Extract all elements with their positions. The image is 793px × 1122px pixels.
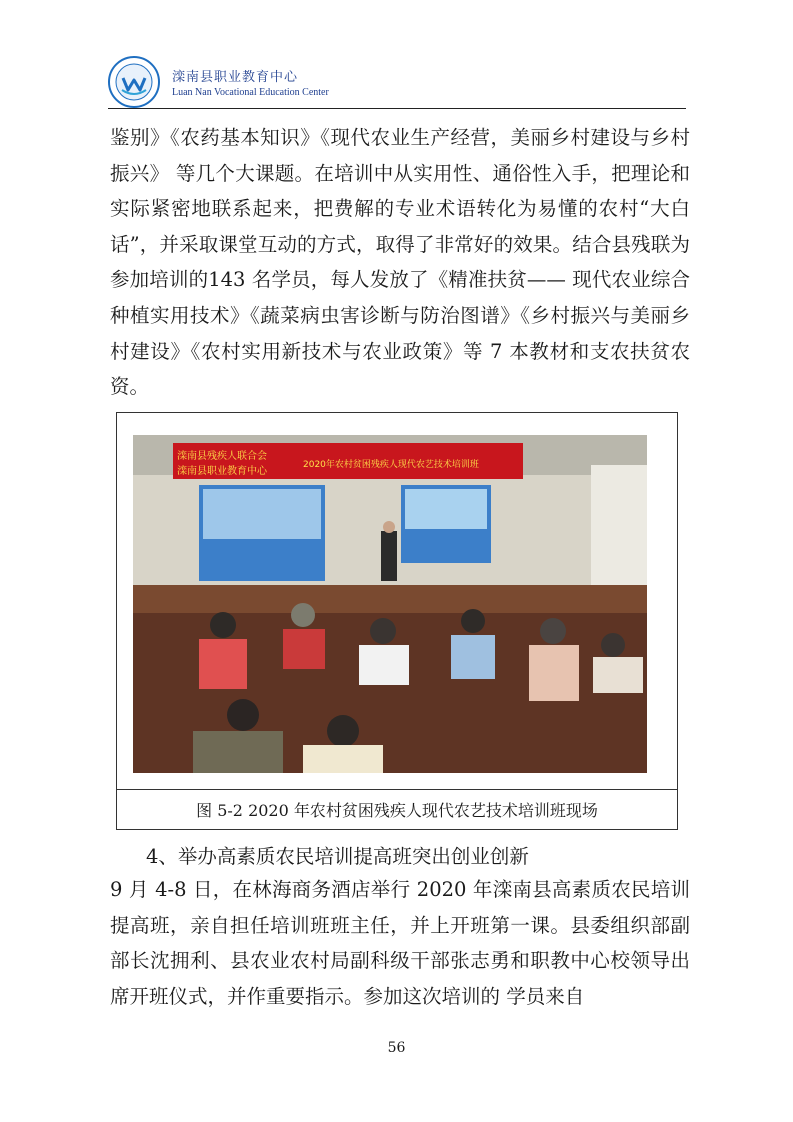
banner-right-title: 2020年农村贫困残疾人现代农艺技术培训班: [303, 460, 479, 470]
header-org-name-cn: 滦南县职业教育中心: [172, 70, 299, 85]
training-classroom-photo: [133, 435, 647, 773]
school-logo-icon: [108, 56, 160, 108]
caption-divider: [117, 789, 677, 790]
banner-left-line2: 滦南县职业教育中心: [177, 466, 267, 477]
figure-5-2: [116, 412, 678, 830]
body-paragraph-1: 鉴别》《农药基本知识》《现代农业生产经营，美丽乡村建设与乡村振兴》 等几个大课题。在培训中从实用性、通俗性入手，把理论和实际紧密地联系起来，把费解的专业术语转化为易懂的农村“大白话”，并采取课堂互动的方式，取得了非常好的效果。结合县残联为参加培训的143 名学员，每人发放了《精准扶贫—— 现代农业综合种植实用技术》《蔬菜病虫害诊断与防治图谱》《乡村振兴与美丽乡村建设》《农村实用新技术与农业政策》等 7 本教材和支农扶贫农资。: [110, 126, 690, 399]
body-paragraph-2: 9 月 4-8 日，在林海商务酒店举行 2020 年滦南县高素质农民培训提高班，亲自担任培训班班主任，并上开班第一课。县委组织部副部长沈拥利、县农业农村局副科级干部张志勇和职教中心校领导出席开班仪式，并作重要指示。参加这次培训的 学员来自: [110, 878, 690, 1008]
figure-caption: 图 5-2 2020 年农村贫困残疾人现代农艺技术培训班现场: [196, 801, 598, 820]
page-header: [108, 56, 686, 110]
banner-left-line1: 滦南县残疾人联合会: [177, 451, 267, 462]
header-org-name-en: Luan Nan Vocational Education Center: [172, 87, 329, 98]
section-heading-4: 4、举办高素质农民培训提高班突出创业创新: [146, 845, 529, 868]
header-divider: [108, 108, 686, 109]
page-number: 56: [387, 1040, 406, 1056]
